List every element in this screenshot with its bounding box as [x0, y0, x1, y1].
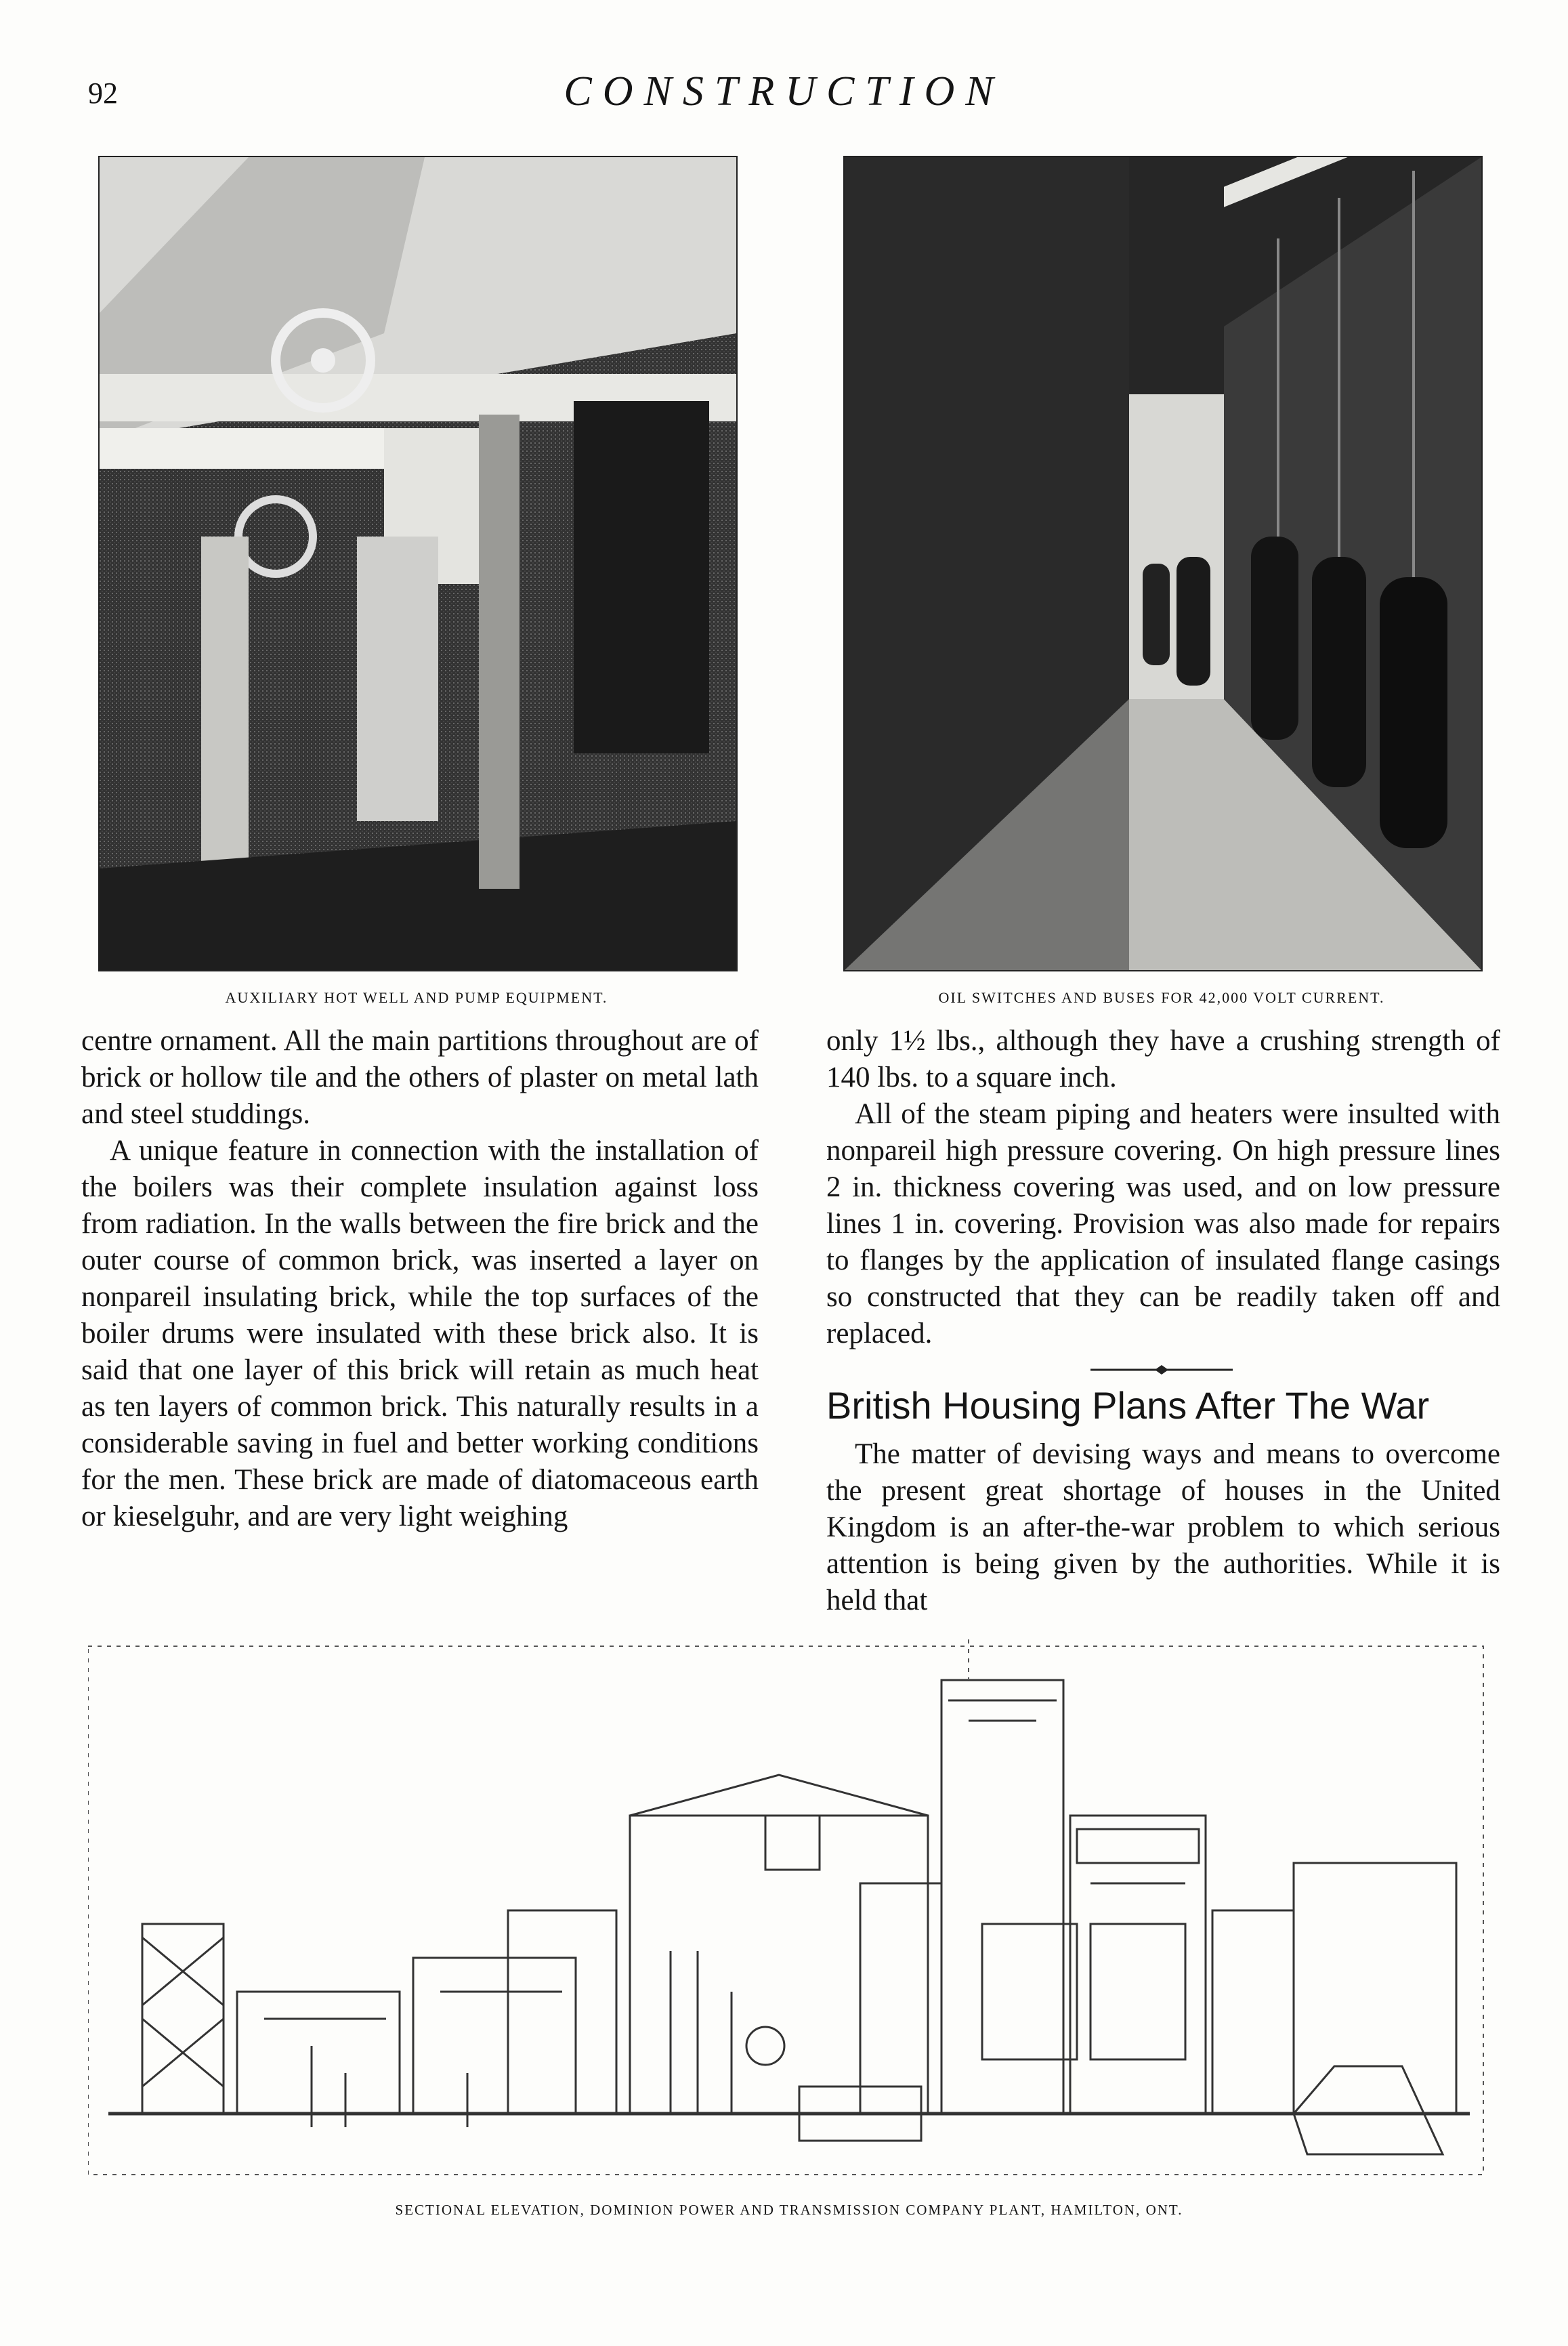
article-body [826, 1436, 1500, 1619]
oil-switches-photo [843, 156, 1483, 971]
paragraph: All of the steam piping and heaters were insulted with nonpareil high pressure covering. On high pressure lines 2 in. thickness covering was used, and on low pressure lines 1 in. covering. Provision was also made for repairs to flanges by the application of insulated flange casings so constructed that they can be readily taken off and replaced. [826, 1098, 1500, 1349]
oil-switches-photo-art [845, 157, 1481, 970]
section-divider-ornament [1090, 1363, 1233, 1377]
left-photo-caption: AUXILIARY HOT WELL AND PUMP EQUIPMENT. [225, 989, 608, 1006]
article-heading: British Housing Plans After The War [826, 1384, 1430, 1427]
paragraph: centre ornament. All the main partitions throughout are of brick or hollow tile and the others of plaster on metal lath and steel studdings. [81, 1025, 759, 1130]
paragraph: only 1½ lbs., although they have a crushing strength of 140 lbs. to a square inch. [826, 1025, 1500, 1093]
page-number: 92 [88, 77, 118, 110]
paragraph: The matter of devising ways and means to overcome the present great shortage of houses in the United Kingdom is an after-the-war problem to which serious attention is being given by the authorities. While it is held that [826, 1438, 1500, 1616]
sectional-elevation-drawing [88, 1639, 1490, 2181]
right-text-column [826, 1023, 1500, 1352]
running-title: CONSTRUCTION [564, 68, 1004, 114]
paragraph: A unique feature in connection with the installation of the boilers was their complete insulation against loss from radiation. In the walls between the fire brick and the outer course of common brick, was inserted a layer on nonpareil insulating brick, while the top surfaces of the boiler drums were insulated with these brick also. It is said that one layer of this brick will retain as much heat as ten layers of common brick. This naturally results in a considerable saving in fuel and better working conditions for the men. These brick are made of diatomaceous earth or kieselguhr, and are very light weighing [81, 1135, 759, 1532]
hot-well-pump-photo [98, 156, 738, 971]
left-text-column [81, 1023, 759, 1535]
elevation-caption: SECTIONAL ELEVATION, DOMINION POWER AND TRANSMISSION COMPANY PLANT, HAMILTON, ONT. [395, 2202, 1183, 2218]
hot-well-pump-photo-art [100, 157, 736, 970]
right-photo-caption: OIL SWITCHES AND BUSES FOR 42,000 VOLT CURRENT. [938, 989, 1385, 1006]
